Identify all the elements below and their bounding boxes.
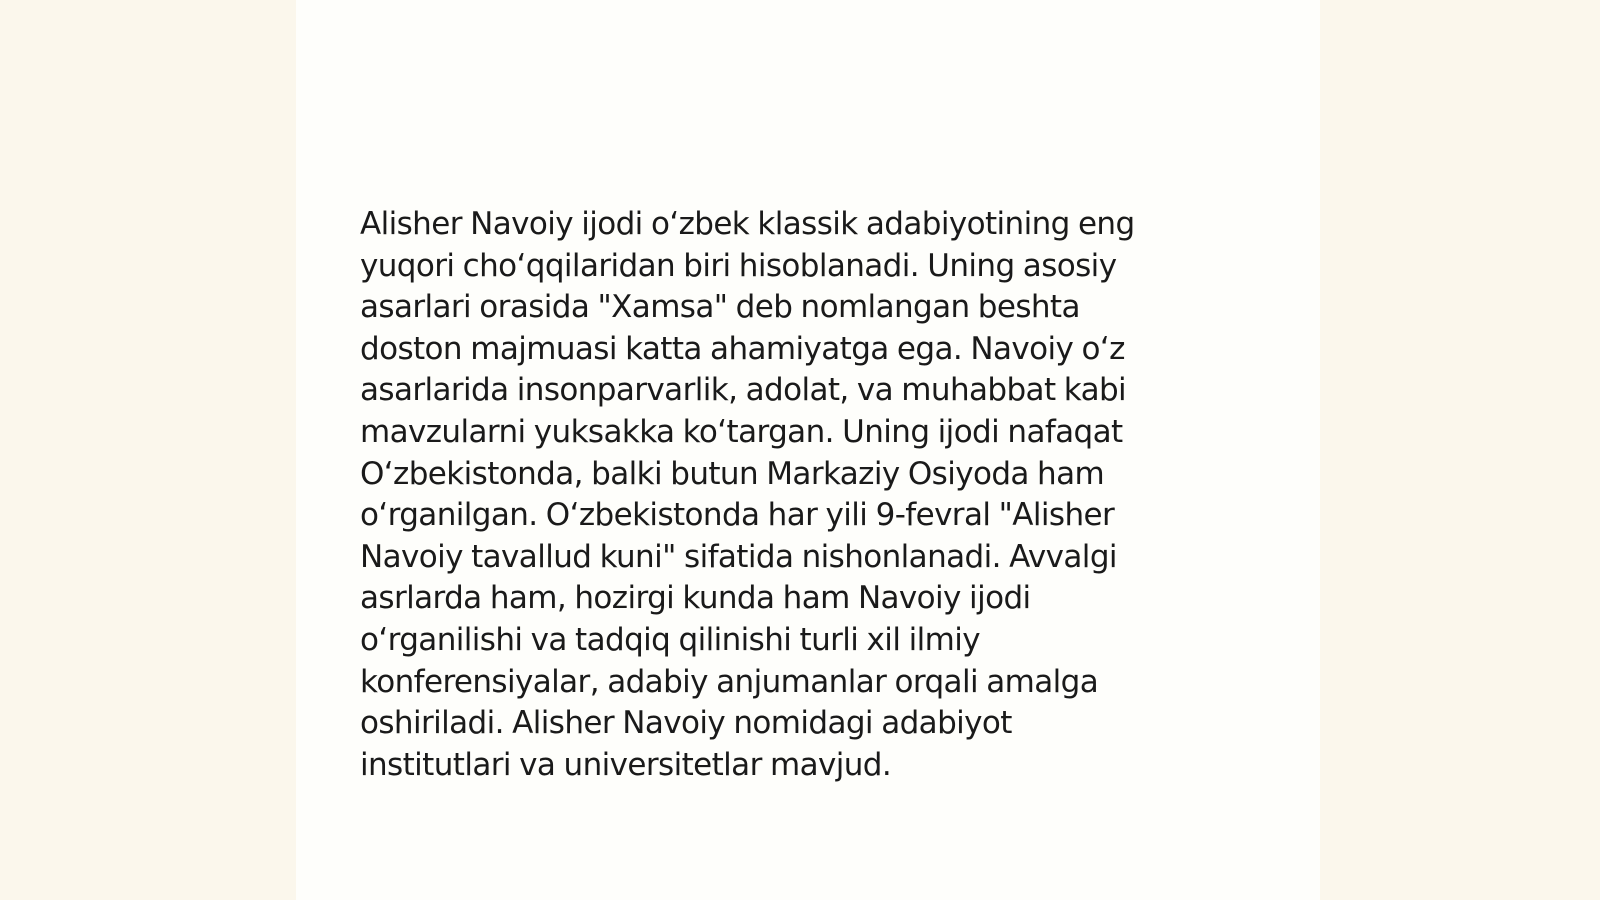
paragraph-line-14: institutlari va universitetlar mavjud. — [360, 746, 892, 783]
paragraph-line-3: asarlari orasida "Xamsa" deb nomlangan beshta — [360, 289, 1080, 326]
document-page — [296, 0, 1320, 900]
body-paragraph — [360, 204, 1240, 786]
paragraph-line-5: asarlarida insonparvarlik, adolat, va muhabbat kabi — [360, 372, 1127, 409]
paragraph-line-6: mavzularni yuksakka koʻtargan. Uning ijodi nafaqat — [360, 413, 1123, 450]
paragraph-line-1: Alisher Navoiy ijodi oʻzbek klassik adabiyotining eng — [360, 206, 1135, 242]
paragraph-line-8: oʻrganilgan. Oʻzbekistonda har yili 9-fevral "Alisher — [360, 497, 1115, 534]
paragraph-line-10: asrlarda ham, hozirgi kunda ham Navoiy ijodi — [360, 580, 1031, 617]
paragraph-line-9: Navoiy tavallud kuni" sifatida nishonlanadi. Avvalgi — [360, 538, 1117, 575]
paragraph-line-12: konferensiyalar, adabiy anjumanlar orqali amalga — [360, 663, 1099, 700]
paragraph-line-7: Oʻzbekistonda, balki butun Markaziy Osiyoda ham — [360, 455, 1105, 492]
paragraph-line-2: yuqori choʻqqilaridan biri hisoblanadi. Uning asosiy — [360, 247, 1117, 284]
paragraph-line-13: oshiriladi. Alisher Navoiy nomidagi adabiyot — [360, 705, 1012, 742]
paragraph-line-11: oʻrganilishi va tadqiq qilinishi turli xil ilmiy — [360, 621, 980, 658]
paragraph-line-4: doston majmuasi katta ahamiyatga ega. Navoiy oʻz — [360, 330, 1125, 367]
